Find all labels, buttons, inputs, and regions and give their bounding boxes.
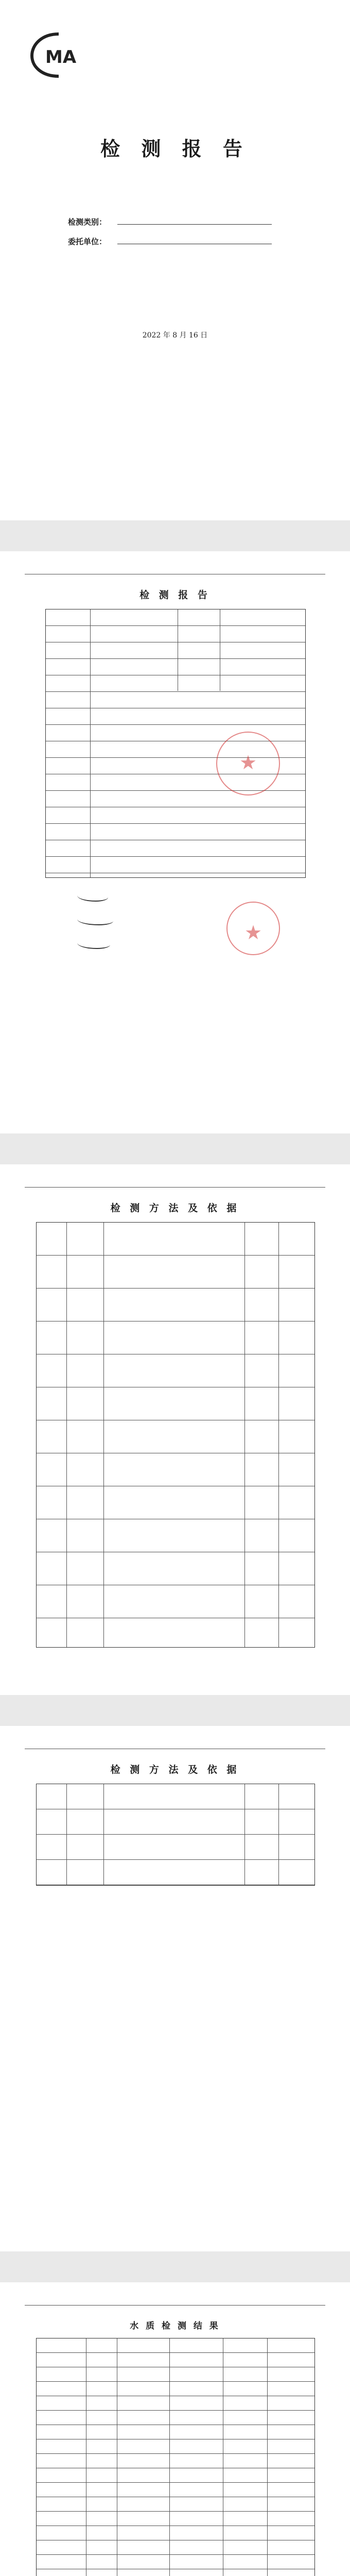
field-label: 委托单位： bbox=[68, 237, 107, 246]
official-seal bbox=[216, 732, 280, 795]
svg-text:MA: MA bbox=[45, 47, 77, 67]
field-value bbox=[117, 243, 272, 244]
table-col-line bbox=[103, 1784, 104, 1885]
page-title: 检 测 方 法 及 依 据 bbox=[110, 1764, 240, 1775]
page-gap bbox=[0, 520, 350, 551]
table-col-line bbox=[103, 1223, 104, 1647]
field-value bbox=[117, 223, 272, 225]
table-col-line bbox=[267, 2338, 268, 2576]
header-rule bbox=[25, 1187, 325, 1188]
page-gap bbox=[0, 1695, 350, 1726]
table-col-line bbox=[278, 1784, 279, 1885]
report-date: 2022 年 8 月 16 日 bbox=[142, 331, 208, 340]
cover-page bbox=[0, 0, 350, 520]
field-label: 检测类别： bbox=[68, 217, 107, 227]
field-test-category bbox=[68, 216, 272, 227]
table-col-line bbox=[169, 2338, 170, 2576]
water-quality-results-page bbox=[0, 2282, 350, 2576]
cma-logo-icon bbox=[30, 32, 87, 78]
report-summary-page bbox=[0, 551, 350, 1133]
table-col-line bbox=[244, 1223, 245, 1647]
table-col-line bbox=[244, 1784, 245, 1885]
signature-mark bbox=[77, 939, 110, 949]
header-rule bbox=[25, 2305, 325, 2306]
page-title: 检 测 方 法 及 依 据 bbox=[110, 1202, 240, 1214]
table-col-line bbox=[66, 1784, 67, 1885]
signature-mark bbox=[77, 891, 108, 902]
page-gap bbox=[0, 1133, 350, 1164]
report-title: 检 测 报 告 bbox=[100, 137, 250, 160]
results-table bbox=[36, 2338, 315, 2576]
table-col-line bbox=[90, 609, 91, 877]
table-col-line bbox=[278, 1223, 279, 1647]
page-title: 水 质 检 测 结 果 bbox=[130, 2321, 220, 2331]
method-table bbox=[36, 1222, 315, 1648]
method-table bbox=[36, 1784, 315, 1886]
page-gap bbox=[0, 2251, 350, 2282]
page-title: 检 测 报 告 bbox=[139, 589, 211, 601]
field-client bbox=[68, 236, 272, 247]
method-page bbox=[0, 1164, 350, 1695]
table-col-line bbox=[66, 1223, 67, 1647]
method-page-continued bbox=[0, 1726, 350, 2251]
official-seal bbox=[226, 902, 280, 955]
signature-mark bbox=[77, 915, 113, 925]
